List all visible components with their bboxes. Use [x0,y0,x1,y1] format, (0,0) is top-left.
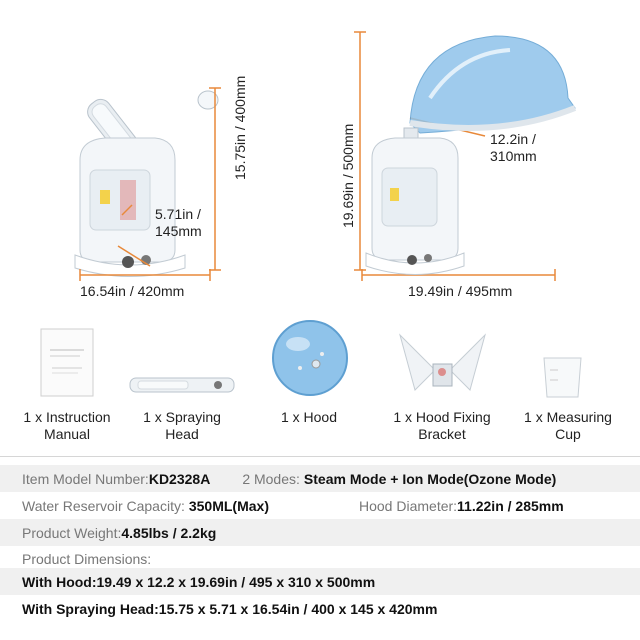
dimensions-label: Product Dimensions: [22,550,152,567]
model-label: Item Model Number: [22,470,149,487]
with-hood-value: 19.49 x 12.2 x 19.69in / 495 x 310 x 500mm [96,573,376,590]
spec-row-capacity-hood [0,492,640,519]
small-unit-depth-label-2: 145mm [155,223,202,239]
measuring-cup-image [540,355,585,400]
with-hood-label: With Hood: [22,573,97,590]
hood-diameter-value: 11.22in / 285mm [457,497,564,514]
hood-depth-label-2: 310mm [490,148,537,164]
large-unit-width-label: 19.49in / 495mm [408,283,513,299]
hood-diameter-label: Hood Diameter: [359,497,458,514]
hood-depth-label-1: 12.2in / [490,131,536,147]
large-unit-height-label: 19.69in / 500mm [340,123,356,228]
weight-label: Product Weight: [22,524,122,541]
modes-label: 2 Modes: [242,470,300,487]
hood-image [270,318,350,398]
hood-fixing-bracket-image [395,330,490,400]
accessory-manual-label: 1 x Instruction Manual [23,409,111,442]
spec-row-weight [0,519,640,546]
capacity-value: 350ML(Max) [188,497,269,514]
with-spray-head-label: With Spraying Head: [22,600,159,617]
steamer-with-hood-image [360,28,590,278]
capacity-label: Water Reservoir Capacity: [22,497,185,514]
small-unit-height-label: 15.75in / 400mm [232,75,248,180]
accessory-hood-label: 1 x Hood [280,409,338,425]
spraying-head-image [128,372,238,398]
with-spray-head-value: 15.75 x 5.71 x 16.54in / 400 x 145 x 420mm [158,600,438,617]
model-value: KD2328A [148,470,211,487]
modes-value: Steam Mode + Ion Mode(Ozone Mode) [303,470,557,487]
accessory-cup-label: 1 x Measuring Cup [524,409,612,442]
weight-value: 4.85lbs / 2.2kg [121,524,217,541]
divider [0,456,640,457]
accessory-bracket-label: 1 x Hood Fixing Bracket [393,409,491,442]
accessory-spray-head-label: 1 x Spraying Head [143,409,221,442]
spec-row-with-spray-head [0,595,640,622]
spec-row-model-modes [0,465,640,492]
instruction-manual-image [40,328,95,398]
small-unit-depth-label-1: 5.71in / [155,206,201,222]
spec-row-with-hood [0,568,640,595]
small-unit-width-label: 16.54in / 420mm [80,283,185,299]
